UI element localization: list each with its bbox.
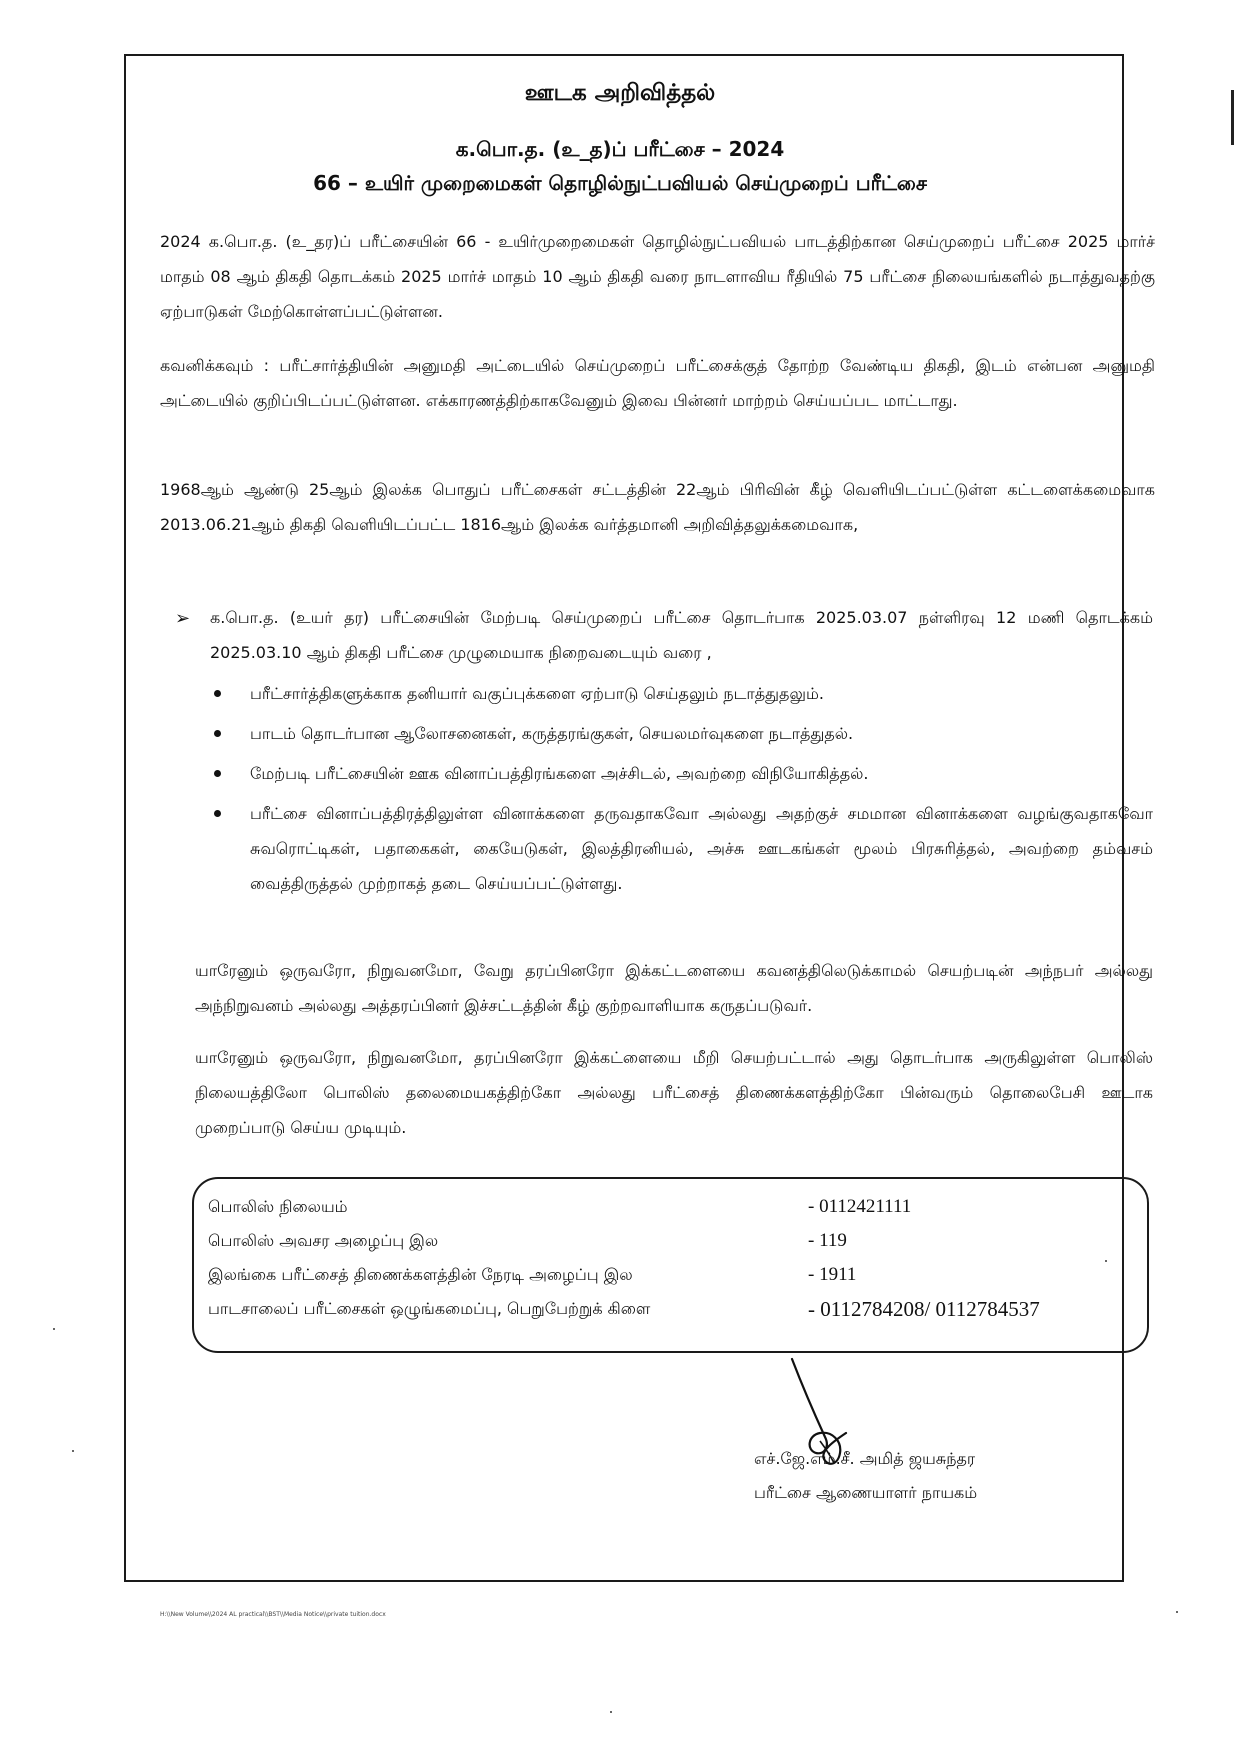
prohibition-period-item <box>175 600 1153 670</box>
contact-label: இலங்கை பரீட்சைத் திணைக்களத்தின் நேரடி அழைப்பு இல <box>208 1265 633 1284</box>
contact-label: பொலிஸ் அவசர அழைப்பு இல <box>208 1231 439 1250</box>
bullet-icon <box>214 730 221 737</box>
scan-speck <box>1176 1611 1178 1613</box>
contact-row <box>208 1191 1133 1223</box>
list-item: மேற்படி பரீட்சையின் ஊக வினாப்பத்திரங்களை அச்சிடல், அவற்றை விநியோகித்தல். <box>250 756 1153 791</box>
contact-label: பாடசாலைப் பரீட்சைகள் ஒழுங்கமைப்பு, பெறுபேற்றுக் கிளை <box>208 1299 651 1318</box>
scan-speck <box>1105 1260 1107 1262</box>
bullet-icon <box>214 810 221 817</box>
notice-paragraph: கவனிக்கவும் : பரீட்சார்த்தியின் அனுமதி அட்டையில் செய்முறைப் பரீட்சைக்குத் தோற்ற வேண்டிய திகதி, இடம் என்பன அனுமதி அட்டையில் குறிப்பிடப்பட்டுள்ளன. எக்காரணத்திற்காகவேனும் இவை பின்னர் மாற்றம் செய்யப்பட மாட்டாது. <box>160 356 1155 410</box>
contact-numbers-box <box>192 1177 1149 1353</box>
legal-paragraph: 1968ஆம் ஆண்டு 25ஆம் இலக்க பொதுப் பரீட்சைகள் சட்டத்தின் 22ஆம் பிரிவின் கீழ் வெளியிடப்பட்டுள்ள கட்டளைக்கமைவாக 2013.06.21ஆம் திகதி வெளியிடப்பட்ட 1816ஆம் இலக்க வர்த்தமானி அறிவித்தலுக்கமைவாக, <box>160 480 1155 534</box>
subject-subtitle: 66 – உயிர் முறைமைகள் தொழில்நுட்பவியல் செய்முறைப் பரீட்சை <box>313 171 927 195</box>
document-file-path: H:\\New Volume\\2024 AL practical\\BST\\Media Notice\\private tuition.docx <box>160 1611 386 1618</box>
signature-icon <box>780 1355 900 1495</box>
bullet-icon <box>214 770 221 777</box>
scan-speck <box>53 1328 55 1330</box>
exam-subtitle: க.பொ.த. (உ_த)ப் பரீட்சை – 2024 <box>455 137 785 161</box>
contact-row <box>208 1225 1133 1257</box>
prohibited-activities-list <box>250 676 1153 906</box>
list-item: பாடம் தொடர்பான ஆலோசனைகள், கருத்தரங்குகள், செயலமர்வுகளை நடாத்துதல். <box>250 716 1153 751</box>
notice-title: ஊடக அறிவித்தல் <box>524 80 716 106</box>
signatory-designation: பரீட்சை ஆணையாளர் நாயகம் <box>754 1483 978 1502</box>
prohibition-period-text: க.பொ.த. (உயர் தர) பரீட்சையின் மேற்படி செய்முறைப் பரீட்சை தொடர்பாக 2025.03.07 நள்ளிரவு 12 மணி தொடக்கம் 2025.03.10 ஆம் திகதி பரீட்சை முழுமையாக நிறைவடையும் வரை , <box>210 608 1153 662</box>
scan-speck <box>610 1711 612 1713</box>
intro-paragraph: 2024 க.பொ.த. (உ_தர)ப் பரீட்சையின் 66 - உயிர்முறைமைகள் தொழில்நுட்பவியல் பாடத்திற்கான செய்முறைப் பரீட்சை 2025 மார்ச் மாதம் 08 ஆம் திகதி தொடக்கம் 2025 மார்ச் மாதம் 10 ஆம் திகதி வரை நாடளாவிய ரீதியில் 75 பரீட்சை நிலையங்களில் நடாத்துவதற்கு ஏற்பாடுகள் மேற்கொள்ளப்பட்டுள்ளன. <box>160 232 1155 321</box>
arrow-bullet-icon: ➢ <box>175 608 191 629</box>
contact-phone: - 0112784208/ 0112784537 <box>808 1297 1040 1321</box>
contact-label: பொலிஸ் நிலையம் <box>208 1197 348 1216</box>
signatory-name: எச்.ஜே.எம்.சீ. அமித் ஜயசுந்தர <box>754 1449 976 1468</box>
list-item: பரீட்சார்த்திகளுக்காக தனியார் வகுப்புக்களை ஏற்பாடு செய்தலும் நடாத்துதலும். <box>250 676 1153 711</box>
offence-paragraph: யாரேனும் ஒருவரோ, நிறுவனமோ, வேறு தரப்பினரோ இக்கட்டளையை கவனத்திலெடுக்காமல் செயற்படின் அந்நபர் அல்லது அந்நிறுவனம் அல்லது அத்தரப்பினர் இச்சட்டத்தின் கீழ் குற்றவாளியாக கருதப்படுவர். <box>195 961 1153 1015</box>
contact-row <box>208 1293 1133 1325</box>
contact-phone: - 119 <box>808 1230 847 1251</box>
scan-speck <box>72 1450 74 1452</box>
contact-phone: - 0112421111 <box>808 1196 912 1217</box>
contact-phone: - 1911 <box>808 1264 857 1285</box>
contact-row <box>208 1259 1133 1291</box>
complaint-paragraph: யாரேனும் ஒருவரோ, நிறுவனமோ, தரப்பினரோ இக்கட்ளையை மீறி செயற்பட்டால் அது தொடர்பாக அருகிலுள்ள பொலிஸ் நிலையத்திலோ பொலிஸ் தலைமையகத்திற்கோ அல்லது பரீட்சைத் திணைக்களத்திற்கோ பின்வரும் தொலைபேசி ஊடாக முறைப்பாடு செய்ய முடியும். <box>195 1048 1153 1137</box>
list-item: பரீட்சை வினாப்பத்திரத்திலுள்ள வினாக்களை தருவதாகவோ அல்லது அதற்குச் சமமான வினாக்களை வழங்குவதாகவோ சுவரொட்டிகள், பதாகைகள், கையேடுகள், இலத்திரனியல், அச்சு ஊடகங்கள் மூலம் பிரசுரித்தல், அவற்றை தம்வசம் வைத்திருத்தல் முற்றாகத் தடை செய்யப்பட்டுள்ளது. <box>250 796 1153 901</box>
bullet-icon <box>214 690 221 697</box>
